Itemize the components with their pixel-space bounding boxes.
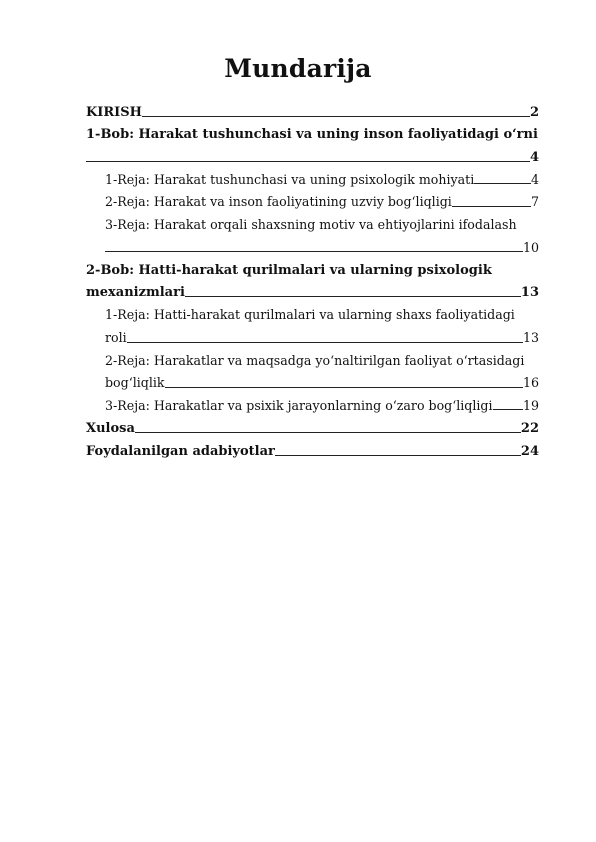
toc-page-number: 22 xyxy=(520,420,539,436)
toc-entry-bob1[interactable] xyxy=(86,119,539,142)
leader-line xyxy=(452,206,531,207)
toc-entry-foydalanilgan[interactable] xyxy=(86,435,539,458)
toc-entry-reja1-1[interactable] xyxy=(86,164,539,187)
toc-entry-text: 2-Bob: Hatti-harakat qurilmalari va ularning psixologik xyxy=(86,262,492,278)
leader-line xyxy=(474,183,531,184)
toc-entry-bob1-leader[interactable] xyxy=(86,141,539,164)
toc-entry-text: 2-Reja: Harakatlar va maqsadga yo‘naltirilgan faoliyat o‘rtasidagi xyxy=(105,352,525,368)
toc-page-number: 4 xyxy=(529,149,539,165)
page-title: Mundarija xyxy=(224,54,372,83)
toc-page-number: 16 xyxy=(522,375,539,391)
toc-entry-text: KIRISH xyxy=(86,104,142,120)
toc-entry-text: 3-Reja: Harakatlar va psixik jarayonlarning o‘zaro bog‘liqligi xyxy=(105,397,493,413)
toc-entry-text: 3-Reja: Harakat orqali shaxsning motiv va ehtiyojlarini ifodalash xyxy=(105,216,517,232)
toc-entry-reja2-1-cont[interactable] xyxy=(86,322,539,345)
toc-page-number: 13 xyxy=(522,329,539,345)
toc-entry-text: Xulosa xyxy=(86,420,135,436)
toc-entry-reja2-2-cont[interactable] xyxy=(86,367,539,390)
toc-page-number: 10 xyxy=(522,239,539,255)
toc-entry-xulosa[interactable] xyxy=(86,412,539,435)
toc-entry-reja2-2[interactable] xyxy=(86,345,539,368)
toc-entry-bob2[interactable] xyxy=(86,254,539,277)
toc-entry-text: Foydalanilgan adabiyotlar xyxy=(86,443,275,459)
toc-entry-text: roli xyxy=(105,329,127,345)
leader-line xyxy=(185,296,521,297)
toc-page-number: 4 xyxy=(530,171,539,187)
leader-line xyxy=(127,342,523,343)
toc-entry-text: mexanizmlari xyxy=(86,285,185,301)
toc-page-number: 13 xyxy=(520,285,539,301)
leader-line xyxy=(165,387,523,388)
toc-entry-kirish[interactable] xyxy=(86,96,539,119)
leader-line xyxy=(142,116,530,117)
leader-line xyxy=(105,251,523,252)
toc-page-number: 24 xyxy=(520,443,539,459)
toc-entry-reja1-3-leader[interactable] xyxy=(86,232,539,255)
toc-entry-text: 2-Reja: Harakat va inson faoliyatining uzviy bog‘liqligi xyxy=(105,194,452,210)
leader-line xyxy=(135,432,521,433)
table-of-contents xyxy=(86,96,539,458)
toc-entry-reja1-2[interactable] xyxy=(86,186,539,209)
leader-line xyxy=(86,161,530,162)
toc-entry-text: 1-Reja: Hatti-harakat qurilmalari va ularning shaxs faoliyatidagi xyxy=(105,307,515,323)
toc-page-number: 2 xyxy=(529,104,539,120)
toc-entry-reja2-1[interactable] xyxy=(86,299,539,322)
leader-line xyxy=(275,455,521,456)
toc-entry-text: 1-Reja: Harakat tushunchasi va uning psixologik mohiyati xyxy=(105,171,475,187)
toc-entry-bob2-cont[interactable] xyxy=(86,277,539,300)
toc-entry-reja2-3[interactable] xyxy=(86,390,539,413)
toc-page-number: 19 xyxy=(522,397,539,413)
leader-line xyxy=(493,409,523,410)
toc-entry-reja1-3[interactable] xyxy=(86,209,539,232)
toc-entry-text: bog‘liqlik xyxy=(105,375,165,391)
toc-entry-text: 1-Bob: Harakat tushunchasi va uning inson faoliyatidagi o‘rni xyxy=(86,127,538,143)
toc-page-number: 7 xyxy=(530,194,539,210)
